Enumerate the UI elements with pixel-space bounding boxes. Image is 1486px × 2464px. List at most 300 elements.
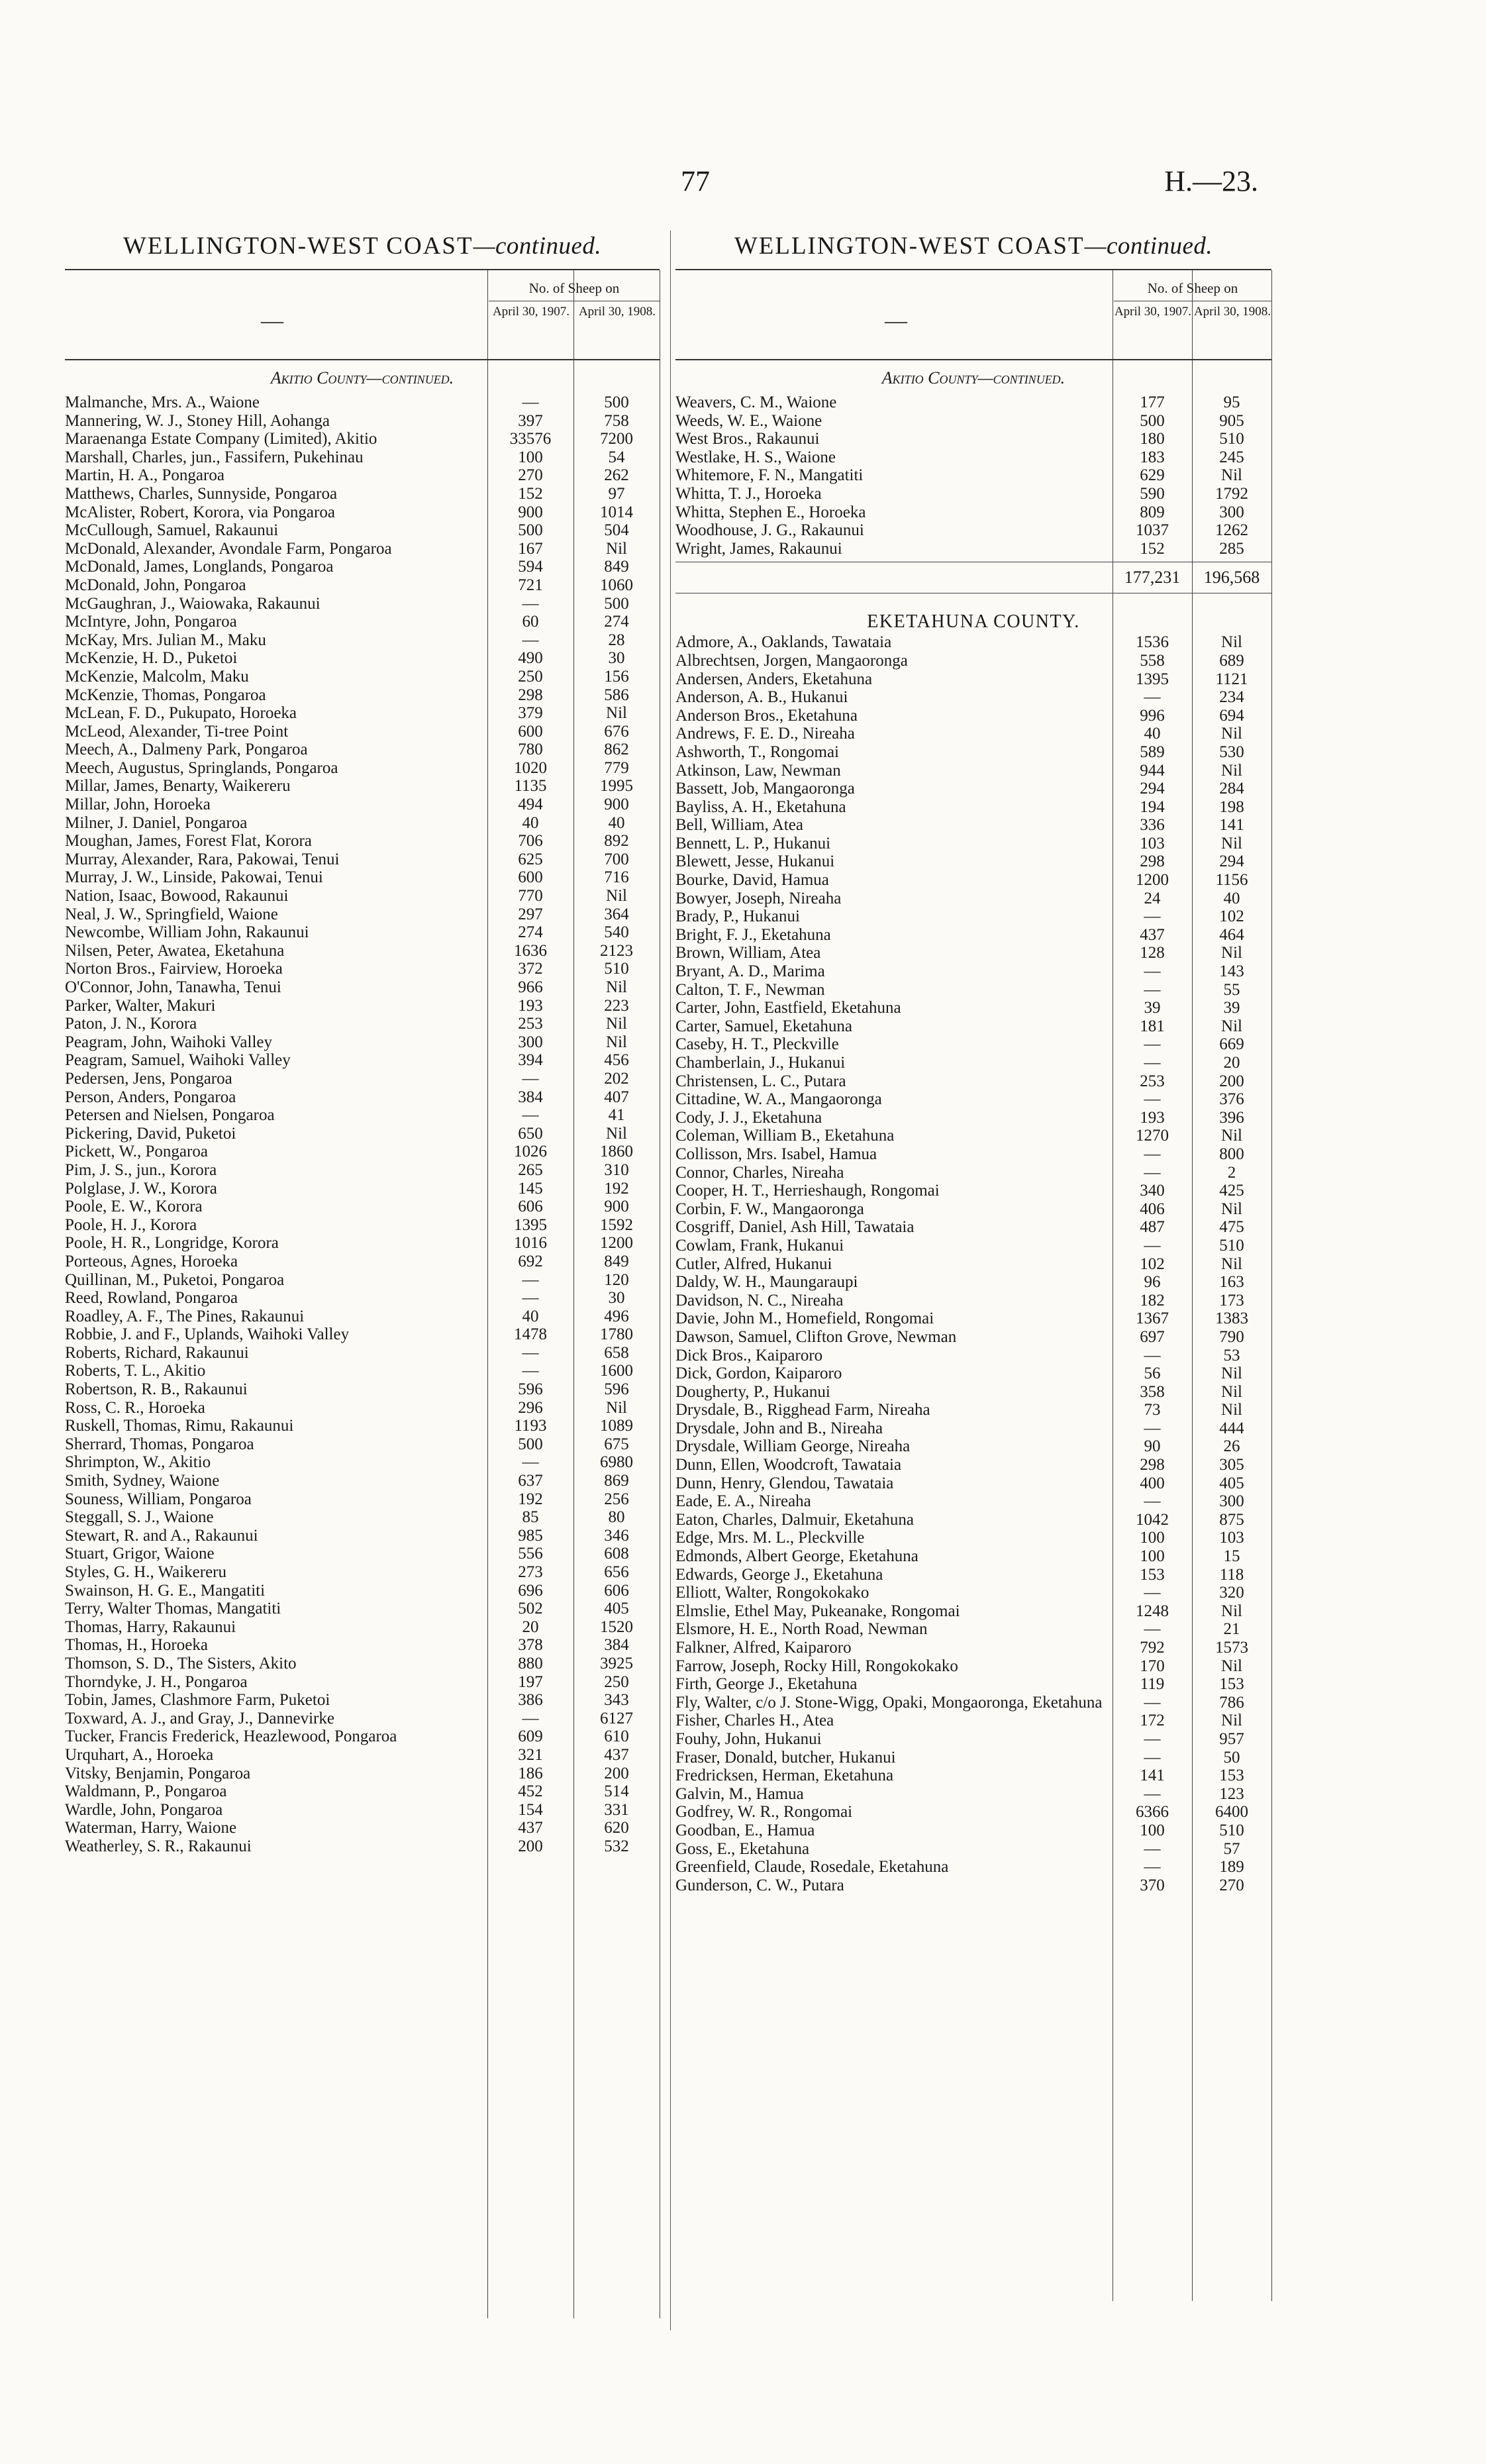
table-row: [675, 466, 1271, 485]
sheep-1907: 298: [1140, 1456, 1165, 1474]
sheep-1908: Nil: [1221, 1602, 1242, 1620]
sheep-1908: 55: [1223, 980, 1240, 999]
table-row: [675, 1657, 1271, 1676]
sheep-1907: 100: [1140, 1821, 1165, 1839]
sheep-1907: 386: [518, 1691, 543, 1710]
sheep-1908: 384: [604, 1636, 629, 1655]
sheep-1908: 396: [1219, 1108, 1244, 1127]
sheep-1908: 294: [1219, 852, 1244, 871]
sheep-1908: 510: [604, 960, 629, 978]
owner-name: Dick, Gordon, Kaiparoro: [675, 1364, 842, 1383]
table-row: [675, 1566, 1271, 1584]
sheep-1908: 80: [608, 1508, 625, 1527]
sheep-1908: 1060: [600, 576, 633, 594]
sheep-1907: 1395: [514, 1215, 547, 1234]
sheep-1908: 284: [1219, 780, 1244, 798]
owner-name: Robbie, J. and F., Uplands, Waihoki Valley: [65, 1325, 350, 1344]
sheep-1907: 944: [1140, 761, 1165, 780]
sheep-1907: 1248: [1136, 1602, 1169, 1620]
table-row: [65, 1143, 660, 1161]
sheep-1908: 510: [1219, 1236, 1244, 1255]
owner-name: Bourke, David, Hamua: [675, 871, 829, 890]
owner-name: Terry, Walter Thomas, Mangatiti: [65, 1600, 281, 1618]
table-row: [675, 688, 1271, 707]
owner-name: Maraenanga Estate Company (Limited), Akitio: [65, 430, 377, 448]
sheep-1908: 1573: [1215, 1639, 1248, 1657]
owner-name: Cutler, Alfred, Hukanui: [675, 1255, 832, 1273]
sheep-1907: 1367: [1136, 1309, 1169, 1328]
sheep-1907: 103: [1140, 834, 1165, 852]
owner-name: Brown, William, Atea: [675, 944, 821, 962]
page-number: 77: [681, 165, 710, 197]
table-row: [65, 759, 660, 778]
owner-name: Pedersen, Jens, Pongaroa: [65, 1069, 232, 1088]
sheep-count-heading: No. of Sheep on: [489, 276, 660, 301]
sheep-1907: —: [522, 1343, 539, 1362]
owner-name: Murray, J. W., Linside, Pakowai, Tenui: [65, 868, 323, 887]
owner-name: Bright, F. J., Eketahuna: [675, 925, 831, 944]
table-row: [675, 1822, 1271, 1840]
table-row: [65, 1801, 660, 1820]
table-row: [65, 1563, 660, 1582]
owner-name: Poole, H. J., Korora: [65, 1215, 197, 1234]
table-row: [65, 412, 660, 431]
table-row: [675, 1419, 1271, 1438]
sheep-1908: 6980: [600, 1453, 633, 1472]
sheep-1908: 28: [608, 631, 625, 649]
sheep-1908: 758: [604, 411, 629, 430]
sheep-1907: 609: [518, 1727, 543, 1746]
table-row: [65, 1819, 660, 1837]
sheep-1908: 156: [604, 667, 629, 686]
sheep-1908: 464: [1219, 925, 1244, 944]
section-heading-eketahuna: EKETAHUNA COUNTY.: [867, 611, 1080, 633]
sheep-1908: 620: [604, 1819, 629, 1837]
owner-name: McDonald, Alexander, Avondale Farm, Pongaroa: [65, 539, 392, 558]
owner-name: McKenzie, Malcolm, Maku: [65, 667, 249, 686]
owner-name: Quillinan, M., Puketoi, Pongaroa: [65, 1270, 285, 1289]
owner-name: West Bros., Rakaunui: [675, 430, 820, 448]
sheep-1907: 298: [518, 686, 543, 704]
sheep-1907: 706: [518, 832, 543, 850]
owner-name: Davie, John M., Homefield, Rongomai: [675, 1309, 934, 1328]
owner-name: Falkner, Alfred, Kaiparoro: [675, 1639, 852, 1657]
table-row: [65, 1435, 660, 1454]
sheep-1907: —: [1144, 1163, 1161, 1182]
sheep-1907: 153: [1140, 1565, 1165, 1584]
sheep-1908: 862: [604, 741, 629, 759]
sheep-1907: 177: [1140, 393, 1165, 411]
table-row: [675, 1328, 1271, 1347]
sheep-1908: 141: [1219, 816, 1244, 835]
right-sheep-table: [675, 269, 1271, 1894]
owner-name: Bowyer, Joseph, Nireaha: [675, 889, 842, 907]
sheep-1908: 300: [1219, 1492, 1244, 1511]
owner-name: Woodhouse, J. G., Rakaunui: [675, 521, 864, 540]
sheep-1908: 530: [1219, 743, 1244, 761]
total-1907: 177,231: [1124, 568, 1181, 588]
sheep-1908: 1600: [600, 1362, 633, 1380]
sheep-1908: 437: [604, 1745, 629, 1764]
owner-name: Nilsen, Peter, Awatea, Eketahuna: [65, 941, 285, 960]
sheep-1907: 394: [518, 1051, 543, 1070]
sheep-1907: —: [1144, 980, 1161, 999]
owner-name: Weavers, C. M., Waione: [675, 393, 837, 411]
table-row: [675, 1072, 1271, 1091]
owner-name: Edge, Mrs. M. L., Pleckville: [675, 1529, 865, 1547]
table-row: [65, 1453, 660, 1472]
table-row: [65, 905, 660, 924]
sheep-1908: 1520: [600, 1617, 633, 1636]
sheep-1908: Nil: [606, 539, 627, 558]
sheep-1908: 189: [1219, 1858, 1244, 1876]
sheep-1908: Nil: [606, 704, 627, 723]
table-row: [675, 725, 1271, 743]
sheep-1908: Nil: [1221, 1017, 1242, 1035]
sheep-1908: 610: [604, 1727, 629, 1746]
owner-name: Whitemore, F. N., Mangatiti: [675, 466, 864, 485]
sheep-1907: 406: [1140, 1200, 1165, 1218]
owner-name: Blewett, Jesse, Hukanui: [675, 852, 835, 871]
table-row: [65, 595, 660, 613]
owner-name: Millar, James, Benarty, Waikereru: [65, 777, 291, 796]
sheep-1907: 265: [518, 1160, 543, 1179]
owner-name: Elmslie, Ethel May, Pukeanake, Rongomai: [675, 1602, 960, 1620]
sheep-1908: 163: [1219, 1273, 1244, 1292]
table-row: [65, 723, 660, 741]
owner-name: Dawson, Samuel, Clifton Grove, Newman: [675, 1327, 957, 1346]
sheep-1907: 300: [518, 1033, 543, 1051]
owner-name: Waldmann, P., Pongaroa: [65, 1782, 227, 1801]
owner-name: Newcombe, William John, Rakaunui: [65, 923, 309, 942]
sheep-1908: 310: [604, 1160, 629, 1179]
owner-name: Tobin, James, Clashmore Farm, Puketoi: [65, 1691, 330, 1710]
table-row: [675, 652, 1271, 670]
owner-name: Chamberlain, J., Hukanui: [675, 1054, 846, 1072]
sheep-1908: Nil: [1221, 1127, 1242, 1145]
owner-name: Elliott, Walter, Rongokokako: [675, 1584, 869, 1602]
owner-name: Peagram, John, Waihoki Valley: [65, 1033, 272, 1051]
table-row: [65, 1508, 660, 1527]
owner-name: Poole, E. W., Korora: [65, 1198, 203, 1216]
table-row: [65, 1527, 660, 1545]
sheep-1907: —: [1144, 1748, 1161, 1767]
sheep-1908: 192: [604, 1179, 629, 1198]
owner-name: Caseby, H. T., Pleckville: [675, 1035, 839, 1054]
sheep-1908: 285: [1219, 539, 1244, 558]
sheep-1908: 103: [1219, 1529, 1244, 1547]
sheep-1908: 173: [1219, 1291, 1244, 1309]
sheep-1908: 658: [604, 1343, 629, 1362]
table-row: [675, 798, 1271, 817]
table-row: [675, 1109, 1271, 1127]
sheep-1908: 223: [604, 996, 629, 1015]
sheep-1908: Nil: [1221, 944, 1242, 962]
sheep-1908: 39: [1223, 999, 1240, 1017]
sheep-1907: —: [522, 594, 539, 613]
table-row: [65, 1234, 660, 1253]
sheep-1908: 1383: [1215, 1309, 1248, 1328]
table-row: [675, 1749, 1271, 1767]
sheep-1908: 54: [608, 448, 625, 466]
sheep-1908: 675: [604, 1435, 629, 1453]
sheep-1907: 152: [518, 484, 543, 503]
sheep-1907: 33576: [509, 430, 552, 448]
table-row: [65, 777, 660, 796]
table-row: [675, 1200, 1271, 1219]
sheep-1908: 153: [1219, 1767, 1244, 1785]
sheep-1907: 167: [518, 539, 543, 558]
sheep-1907: 1020: [514, 758, 547, 777]
sheep-1907: 780: [518, 741, 543, 759]
sheep-1907: 296: [518, 1398, 543, 1417]
sheep-1908: 270: [1219, 1876, 1244, 1894]
sheep-1908: 407: [604, 1088, 629, 1106]
sheep-1907: 996: [1140, 706, 1165, 725]
table-row: [675, 926, 1271, 945]
owner-name: Firth, George J., Eketahuna: [675, 1675, 858, 1694]
sheep-1908: 21: [1223, 1620, 1240, 1639]
owner-name: Dougherty, P., Hukanui: [675, 1382, 830, 1401]
sheep-1908: 608: [604, 1545, 629, 1563]
sheep-1908: 1860: [600, 1143, 633, 1161]
table-row: [675, 503, 1271, 522]
sheep-1908: 30: [608, 1289, 625, 1308]
table-row: [675, 1292, 1271, 1310]
sheep-1908: Nil: [606, 1124, 627, 1143]
owner-name: Robertson, R. B., Rakaunui: [65, 1380, 248, 1399]
sheep-1908: 123: [1219, 1784, 1244, 1803]
sheep-1907: —: [1144, 1035, 1161, 1054]
sheep-1908: 849: [604, 1252, 629, 1270]
owner-name: Bryant, A. D., Marima: [675, 962, 825, 981]
table-row: [65, 1636, 660, 1655]
owner-name: Malmanche, Mrs. A., Waione: [65, 393, 260, 411]
table-row: [65, 1490, 660, 1509]
sheep-1907: 186: [518, 1764, 543, 1782]
table-row: [65, 1198, 660, 1216]
table-row: [65, 814, 660, 833]
table-row: [675, 1694, 1271, 1712]
sheep-1907: —: [522, 1362, 539, 1380]
owner-name: Pickett, W., Pongaroa: [65, 1143, 208, 1161]
table-row: [65, 1161, 660, 1180]
owner-name: Westlake, H. S., Waione: [675, 448, 836, 466]
sheep-1907: —: [1144, 962, 1161, 981]
sheep-1907: 452: [518, 1782, 543, 1801]
sheep-1907: 625: [518, 850, 543, 868]
sheep-1907: 180: [1140, 430, 1165, 448]
owner-name: Greenfield, Claude, Rosedale, Eketahuna: [675, 1858, 949, 1876]
owner-name: Fly, Walter, c/o J. Stone-Wigg, Opaki, Mongaoronga, Eketahuna: [675, 1693, 1103, 1712]
sheep-1908: 6127: [600, 1709, 633, 1727]
sheep-1907: 590: [1140, 484, 1165, 503]
owner-name: Waterman, Harry, Waione: [65, 1819, 237, 1837]
table-row: [675, 1237, 1271, 1255]
owner-name: Farrow, Joseph, Rocky Hill, Rongokokako: [675, 1657, 958, 1675]
sheep-1908: 305: [1219, 1456, 1244, 1474]
table-row: [675, 1364, 1271, 1383]
sheep-1908: 1089: [600, 1417, 633, 1435]
sheep-1907: 100: [518, 448, 543, 466]
sheep-1907: 40: [522, 1307, 539, 1325]
owner-name: Parker, Walter, Makuri: [65, 996, 216, 1015]
sheep-1907: —: [1144, 1236, 1161, 1255]
owner-name: Goodban, E., Hamua: [675, 1821, 815, 1839]
right-column: [675, 232, 1271, 1894]
sheep-1908: 456: [604, 1051, 629, 1070]
sheep-1908: 198: [1219, 797, 1244, 816]
owner-name: Coleman, William B., Eketahuna: [675, 1127, 895, 1145]
sheep-1908: 3925: [600, 1654, 633, 1672]
sheep-1907: 170: [1140, 1657, 1165, 1675]
sheep-1907: —: [522, 1453, 539, 1472]
sheep-1908: 40: [1223, 889, 1240, 907]
sheep-1907: 502: [518, 1600, 543, 1618]
table-row: [65, 430, 660, 448]
sheep-1907: —: [1144, 1729, 1161, 1748]
sheep-1907: 985: [518, 1526, 543, 1545]
sheep-1908: 1121: [1215, 670, 1248, 688]
owner-name: Matthews, Charles, Sunnyside, Pongaroa: [65, 484, 338, 503]
sheep-1907: 40: [1144, 725, 1161, 743]
sheep-1908: Nil: [1221, 1712, 1242, 1730]
table-row: [65, 1125, 660, 1143]
sheep-1907: 56: [1144, 1364, 1161, 1383]
owner-name: Gunderson, C. W., Putara: [675, 1876, 844, 1894]
sheep-1908: 200: [1219, 1072, 1244, 1090]
owner-name: Eade, E. A., Nireaha: [675, 1492, 811, 1511]
sheep-1908: Nil: [1221, 761, 1242, 780]
table-row: [65, 960, 660, 978]
table-row: [65, 1289, 660, 1308]
owner-name: Weeds, W. E., Waione: [675, 411, 822, 430]
sheep-1907: 600: [518, 868, 543, 887]
sheep-1907: 384: [518, 1088, 543, 1106]
sheep-1908: 656: [604, 1563, 629, 1581]
sheep-1908: 300: [1219, 503, 1244, 521]
sheep-1908: 41: [608, 1106, 625, 1125]
sheep-1907: 596: [518, 1380, 543, 1399]
owner-name: Wardle, John, Pongaroa: [65, 1800, 223, 1819]
sheep-1907: 437: [518, 1819, 543, 1837]
owner-name: Carter, John, Eastfield, Eketahuna: [675, 999, 901, 1017]
table-row: [675, 1309, 1271, 1328]
owner-name: Carter, Samuel, Eketahuna: [675, 1017, 852, 1035]
owner-name: Polglase, J. W., Korora: [65, 1179, 217, 1198]
sheep-1908: 1780: [600, 1325, 633, 1344]
sheep-1908: 53: [1223, 1346, 1240, 1364]
table-row: [65, 796, 660, 814]
sheep-1907: 494: [518, 796, 543, 814]
table-row: [675, 1876, 1271, 1895]
sheep-1908: Nil: [1221, 1657, 1242, 1675]
owner-name: Smith, Sydney, Waione: [65, 1472, 220, 1490]
table-row: [65, 704, 660, 723]
owner-name: McIntyre, John, Pongaroa: [65, 613, 237, 631]
table-row: [65, 1070, 660, 1088]
table-row: [65, 1600, 660, 1618]
sheep-1907: —: [1144, 1492, 1161, 1511]
sheep-1907: 500: [1140, 411, 1165, 430]
table-row: [65, 558, 660, 576]
owner-name: Galvin, M., Hamua: [675, 1784, 804, 1803]
table-row: [675, 412, 1271, 431]
sheep-1908: 376: [1219, 1090, 1244, 1109]
sheep-1908: 50: [1223, 1748, 1240, 1767]
table-row: [675, 981, 1271, 1000]
sheep-1907: 1026: [514, 1143, 547, 1161]
sheep-1907: 637: [518, 1472, 543, 1490]
owner-name: Shrimpton, W., Akitio: [65, 1453, 211, 1472]
owner-name: Paton, J. N., Korora: [65, 1015, 197, 1033]
table-row: [675, 962, 1271, 981]
table-row: [65, 997, 660, 1015]
owner-name: Urquhart, A., Horoeka: [65, 1745, 214, 1764]
sheep-1908: 900: [604, 796, 629, 814]
sheep-1908: Nil: [606, 978, 627, 996]
owner-name: Stuart, Grigor, Waione: [65, 1545, 215, 1563]
owner-name: Drysdale, John and B., Nireaha: [675, 1419, 883, 1437]
sheep-1907: 600: [518, 722, 543, 741]
table-row: [65, 1325, 660, 1344]
sheep-1908: 905: [1219, 411, 1244, 430]
table-row: [675, 393, 1271, 412]
sheep-1907: 1636: [514, 941, 547, 960]
sheep-1907: 1270: [1136, 1127, 1169, 1145]
owner-name: Swainson, H. G. E., Mangatiti: [65, 1581, 266, 1600]
sheep-1908: 849: [604, 558, 629, 576]
sheep-1908: 475: [1219, 1218, 1244, 1237]
sheep-1907: 437: [1140, 925, 1165, 944]
left-column: [65, 232, 660, 1856]
sheep-1908: Nil: [1221, 834, 1242, 852]
sheep-1907: 558: [1140, 651, 1165, 670]
table-row: [675, 1620, 1271, 1639]
owner-name: Vitsky, Benjamin, Pongaroa: [65, 1764, 251, 1782]
sheep-1907: 60: [522, 613, 539, 631]
table-row: [675, 1347, 1271, 1365]
column-heading-1907: April 30, 1907.: [492, 305, 570, 319]
sheep-1908: 500: [604, 594, 629, 613]
sheep-1907: 321: [518, 1745, 543, 1764]
owner-name: Whitta, Stephen E., Horoeka: [675, 503, 866, 521]
owner-name: Roberts, Richard, Rakaunui: [65, 1343, 249, 1362]
owner-name: McGaughran, J., Waiowaka, Rakaunui: [65, 594, 321, 613]
owner-name: Bayliss, A. H., Eketahuna: [675, 797, 846, 816]
owner-name: Edmonds, Albert George, Eketahuna: [675, 1547, 918, 1566]
table-row: [65, 1271, 660, 1290]
sheep-1907: 183: [1140, 448, 1165, 466]
sheep-1907: 1037: [1136, 521, 1169, 540]
owner-name: Neal, J. W., Springfield, Waione: [65, 905, 278, 923]
table-row: [675, 1529, 1271, 1547]
owner-name: Marshall, Charles, jun., Fassifern, Pukehinau: [65, 448, 364, 466]
table-row: [65, 1253, 660, 1271]
section-heading-akitio: Akitio County—continued.: [881, 368, 1065, 387]
sheep-1908: 320: [1219, 1584, 1244, 1602]
owner-name: Steggall, S. J., Waione: [65, 1508, 214, 1527]
owner-name: Cody, J. J., Eketahuna: [675, 1108, 822, 1127]
sheep-1908: Nil: [1221, 1200, 1242, 1218]
table-row: [675, 1712, 1271, 1730]
sheep-1908: 57: [1223, 1839, 1240, 1858]
sheep-1907: 650: [518, 1124, 543, 1143]
table-row: [675, 1840, 1271, 1859]
sheep-1907: 1395: [1136, 670, 1169, 688]
owner-name: Calton, T. F., Newman: [675, 980, 825, 999]
table-row: [675, 1218, 1271, 1237]
